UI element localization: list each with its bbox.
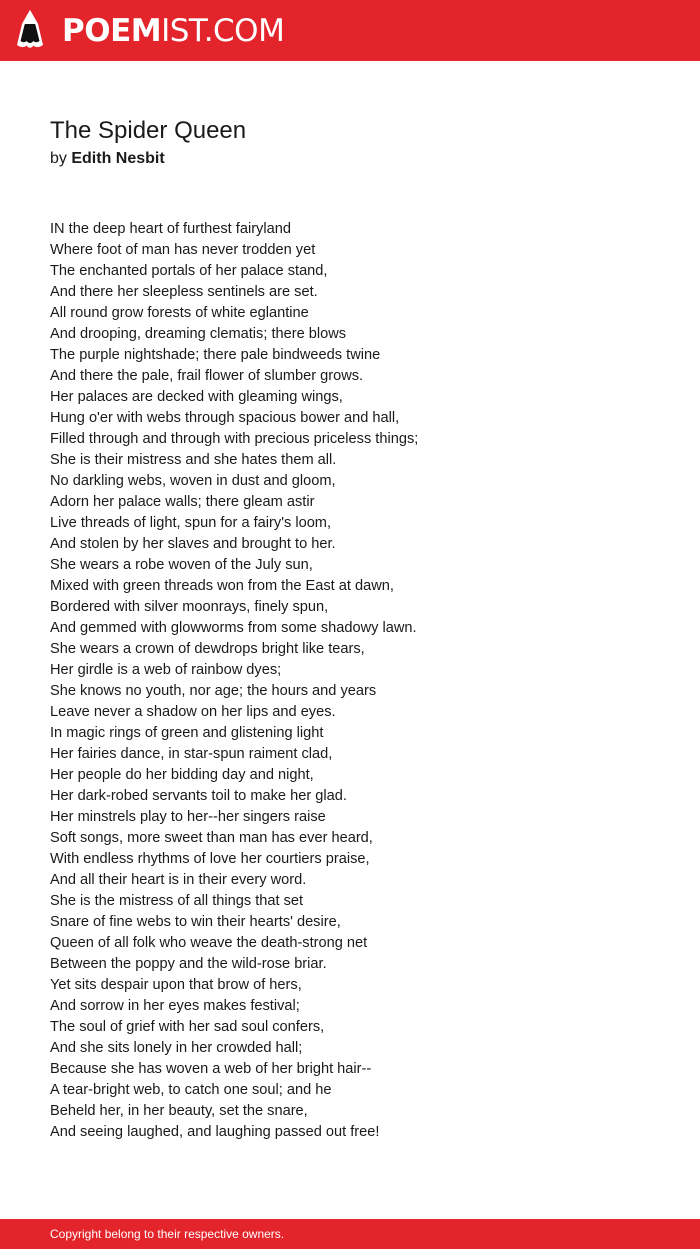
site-header [0, 0, 700, 61]
poem-line: No darkling webs, woven in dust and gloom, [50, 473, 336, 489]
poem-line: Adorn her palace walls; there gleam astir [50, 494, 315, 510]
poem-line: Bordered with silver moonrays, finely spun, [50, 599, 329, 615]
brand-bold-text: POEM [62, 13, 162, 49]
poem-line: And all their heart is in their every word. [50, 872, 307, 888]
poem-line: Her minstrels play to her--her singers raise [50, 809, 326, 825]
poem-line: Between the poppy and the wild-rose briar. [50, 956, 327, 972]
poem-line: Yet sits despair upon that brow of hers, [50, 977, 302, 993]
poem-line: With endless rhythms of love her courtiers praise, [50, 851, 370, 867]
poem-line: Snare of fine webs to win their hearts' desire, [50, 914, 341, 930]
site-logo-text[interactable] [62, 13, 284, 49]
poem-line: She wears a crown of dewdrops bright like tears, [50, 641, 365, 657]
brand-light-text: IST.COM [161, 13, 285, 49]
poem-byline [50, 149, 165, 169]
poem-line: And gemmed with glowworms from some shadowy lawn. [50, 620, 417, 636]
poem-line: The purple nightshade; there pale bindweeds twine [50, 347, 381, 363]
poem-line: In magic rings of green and glistening light [50, 725, 324, 741]
poem-line: Hung o'er with webs through spacious bower and hall, [50, 410, 400, 426]
poem-title: The Spider Queen [50, 117, 247, 144]
poem-line: Her palaces are decked with gleaming wings, [50, 389, 343, 405]
pen-nib-icon[interactable] [17, 10, 43, 51]
poem-line: Her fairies dance, in star-spun raiment clad, [50, 746, 333, 762]
poem-line: Leave never a shadow on her lips and eyes. [50, 704, 336, 720]
poem-line: And seeing laughed, and laughing passed out free! [50, 1124, 380, 1140]
poem-line: Her people do her bidding day and night, [50, 767, 314, 783]
poem-line: Beheld her, in her beauty, set the snare, [50, 1103, 308, 1119]
author-name: Edith Nesbit [71, 150, 165, 167]
poem-line: Queen of all folk who weave the death-strong net [50, 935, 368, 951]
poem-line: And there the pale, frail flower of slumber grows. [50, 368, 364, 384]
poem-body [50, 219, 670, 1143]
poem-line: IN the deep heart of furthest fairyland [50, 221, 291, 237]
copyright-text: Copyright belong to their respective owners. [50, 1227, 285, 1241]
poem-line: Soft songs, more sweet than man has ever heard, [50, 830, 373, 846]
poem-line: She wears a robe woven of the July sun, [50, 557, 313, 573]
poem-line: All round grow forests of white eglantine [50, 305, 309, 321]
poem-line: And stolen by her slaves and brought to her. [50, 536, 336, 552]
poem-line: She is their mistress and she hates them all. [50, 452, 337, 468]
poem-line: Live threads of light, spun for a fairy's loom, [50, 515, 332, 531]
poem-line: Where foot of man has never trodden yet [50, 242, 316, 258]
by-label: by [50, 150, 67, 167]
poem-line: Her dark-robed servants toil to make her glad. [50, 788, 347, 804]
poem-line: A tear-bright web, to catch one soul; and he [50, 1082, 332, 1098]
poem-line: She is the mistress of all things that set [50, 893, 304, 909]
site-footer [0, 1219, 700, 1249]
poem-line: She knows no youth, nor age; the hours and years [50, 683, 377, 699]
poem-line: The enchanted portals of her palace stand, [50, 263, 328, 279]
poem-line: Mixed with green threads won from the East at dawn, [50, 578, 394, 594]
poem-line: Because she has woven a web of her bright hair-- [50, 1061, 372, 1077]
poem-line: And she sits lonely in her crowded hall; [50, 1040, 303, 1056]
poem-line: The soul of grief with her sad soul confers, [50, 1019, 325, 1035]
poem-line: And sorrow in her eyes makes festival; [50, 998, 300, 1014]
poem-line: And drooping, dreaming clematis; there blows [50, 326, 347, 342]
poem-line: And there her sleepless sentinels are set. [50, 284, 318, 300]
poem-line: Filled through and through with precious priceless things; [50, 431, 419, 447]
poem-line: Her girdle is a web of rainbow dyes; [50, 662, 282, 678]
